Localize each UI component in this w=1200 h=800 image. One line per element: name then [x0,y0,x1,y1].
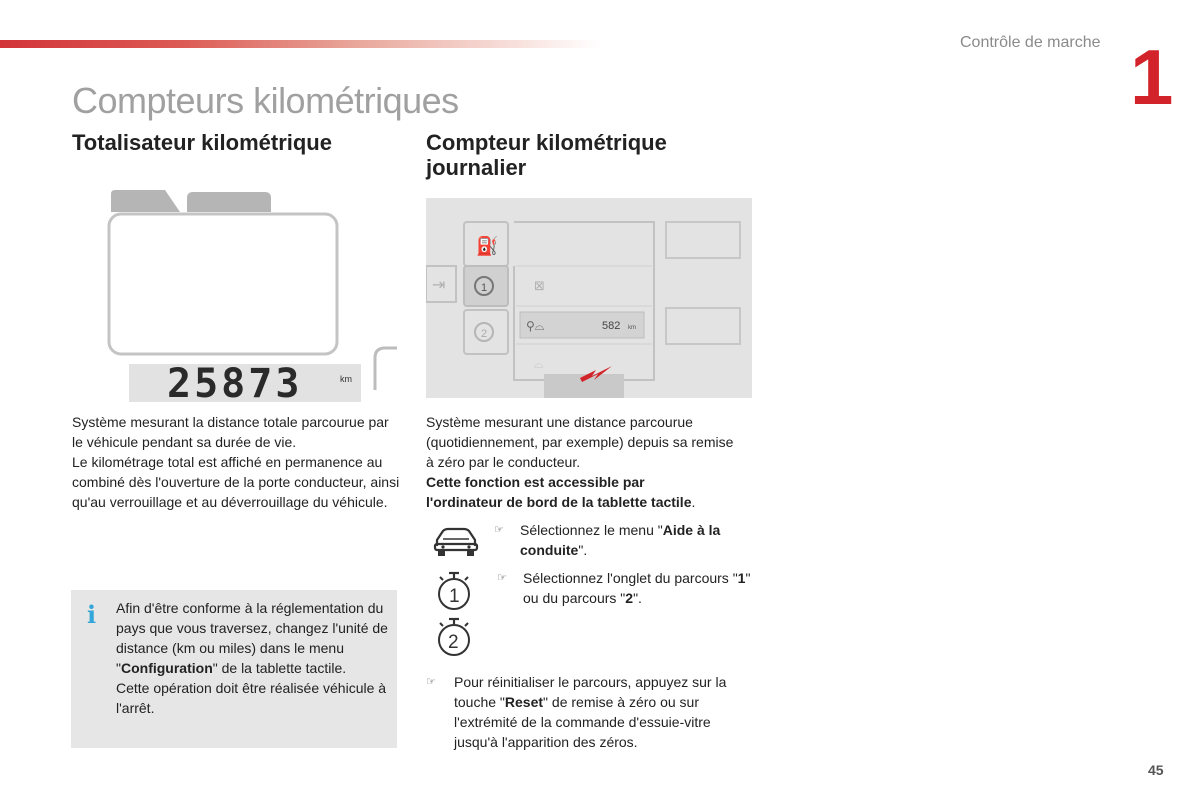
tablet-screen-illustration [426,198,752,398]
step-2-text-bold-2: 2 [625,590,634,606]
left-paragraph-1: Système mesurant la distance totale parcourue par le véhicule pendant sa durée de vie. [72,414,389,450]
info-text-part-1: Afin d'être conforme à la réglementation du pays que vous traversez, changez l'unité de distance (km ou miles) dans le menu " [116,600,388,676]
step-2-text [523,568,751,608]
step-2-bullet-icon: ☞ [497,572,507,584]
step-3-text-pre: Pour réinitialiser le parcours, appuyez sur la touche " [454,674,727,710]
step-2-text-mid: " ou du parcours " [523,570,751,606]
trip-distance-value: 582 [602,320,621,332]
trip-car-icon: ⚲⌓ [526,319,545,333]
right-paragraph-bold [426,472,746,512]
page-number: 45 [1148,762,1164,778]
page-title: Compteurs kilométriques [72,80,459,121]
info-text-bold: Configuration [120,660,213,676]
right-heading [426,130,667,180]
right-heading-line-1: Compteur kilométrique [426,130,667,155]
info-text-line-2: Cette opération doit être réalisée véhicule à l'arrêt. [116,680,387,716]
right-heading-line-2: journalier [426,155,527,180]
trip-2-tab-digit: 2 [481,328,488,340]
odometer-illustration [105,190,405,405]
info-text [116,598,391,718]
odometer-digits: 25873 [167,361,303,405]
step-3-text-bold: Reset [504,694,544,710]
car-menu-icon [433,526,479,558]
right-bold-line-2: l'ordinateur de bord de la tablette tactile [426,494,692,510]
exit-icon: ⇥ [432,275,446,294]
step-3-bullet-icon: ☞ [426,676,436,688]
stopwatch-2-digit: 2 [448,632,459,653]
info-text-part-2: " de la tablette tactile. [212,660,347,676]
fuel-icon: ⛽ [476,236,499,257]
odometer-unit: km [340,374,352,384]
info-box [71,590,397,748]
step-1-text [520,520,750,560]
trip-distance-unit: km [628,325,636,331]
left-heading: Totalisateur kilométrique [72,130,332,155]
left-paragraph-2: Le kilométrage total est affiché en permanence au combiné dès l'ouverture de la porte conducteur, ainsi qu'au verrouillage et au déverrouillage du véhicule. [72,454,400,510]
step-1-bullet-icon: ☞ [494,524,504,536]
step-1-text-pre: Sélectionnez le menu " [520,522,663,538]
trip-record-icon: ⊠ [534,279,545,294]
stopwatch-1-icon [436,570,472,612]
step-1-text-post: ". [578,542,588,558]
cluster-tab-left [111,190,180,212]
step-1-text-bold: Aide à la conduite [520,522,721,558]
right-paragraph-1: Système mesurant une distance parcourue (quotidiennement, par exemple) depuis sa remise à zéro par le conducteur. [426,414,734,470]
info-icon: i [87,600,97,629]
step-2-text-post: ". [633,590,642,606]
cluster-screen [109,214,337,354]
chapter-number: 1 [1130,33,1172,121]
step-3-text [454,672,744,752]
header-accent-bar [0,40,600,48]
cluster-needle-arc [375,348,397,390]
step-3-text-post: " de remise à zéro ou sur l'extrémité de la commande d'essuie-vitre jusqu'à l'apparition des zéros. [454,694,711,750]
trip-car-icon-faded: ⌓ [534,357,544,371]
right-bold-end: . [691,494,696,510]
cluster-tab-right [187,192,271,212]
stopwatch-2-icon [436,616,472,658]
step-2-text-pre: Sélectionnez l'onglet du parcours " [523,570,738,586]
trip-1-tab-digit: 1 [481,282,488,294]
step-2-text-bold-1: 1 [737,570,746,586]
right-bold-line-1: Cette fonction est accessible par [426,474,645,490]
stopwatch-1-digit: 1 [449,586,460,607]
section-title: Contrôle de marche [960,34,1101,51]
